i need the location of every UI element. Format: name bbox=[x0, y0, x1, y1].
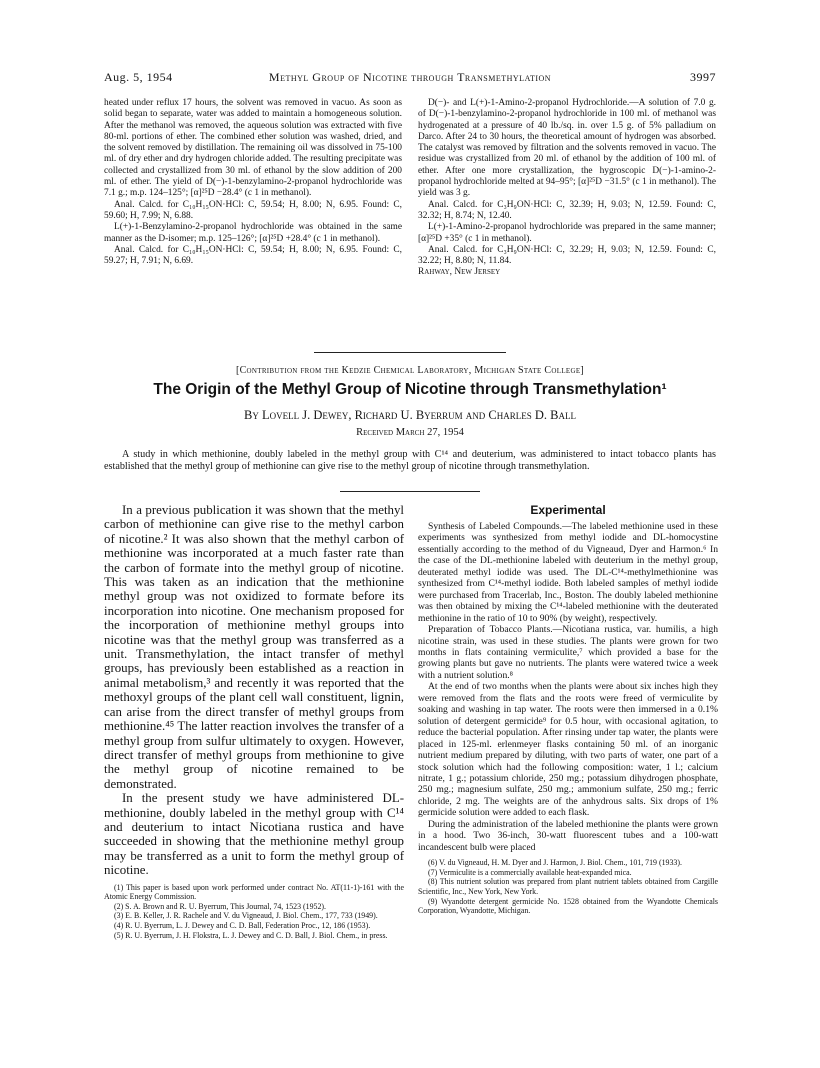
paragraph: L(+)-1-Benzylamino-2-propanol hydrochloride was obtained in the same manner as the D-isomer; m.p. 125–126°; [α]²⁵D +28.4° (c 1 in methanol). bbox=[104, 222, 402, 244]
analysis-paragraph: Anal. Calcd. for C₃H₉ON·HCl: C, 32.39; H, 9.03; N, 12.59. Found: C, 32.32; H, 8.74; N, 12.40. bbox=[418, 199, 716, 221]
analysis-paragraph: Anal. Calcd. for C₃H₉ON·HCl: C, 32.29; H, 9.03; N, 12.59. Found: C, 32.22; H, 8.80; N, 11.84. bbox=[418, 244, 716, 267]
article-title: The Origin of the Methyl Group of Nicotine through Transmethylation¹ bbox=[153, 381, 667, 398]
analysis-paragraph: Anal. Calcd. for C₁₀H₁₅ON·HCl: C, 59.54; H, 8.00; N, 6.95. Found: C, 59.27; H, 7.91; N, 6.69. bbox=[104, 244, 402, 267]
running-head bbox=[104, 70, 716, 90]
article-authors: By Lovell J. Dewey, Richard U. Byerrum and Charles D. Ball bbox=[243, 408, 576, 422]
experimental-paragraph: Preparation of Tobacco Plants.—Nicotiana rustica, var. humilis, a high nicotine strain, was used in these studies. The plants were grown for two months in flats containing vermiculite,⁷ which provided a base for the growing plants but gave no nutrients. The plants were watered twice a week with a nutrient solution.⁸ bbox=[418, 624, 718, 681]
contribution-line: [Contribution from the Kedzie Chemical Laboratory, Michigan State College] bbox=[235, 365, 585, 376]
abstract: A study in which methionine, doubly labeled in the methyl group with C¹⁴ and deuterium, was administered to intact tobacco plants has established that the methyl group of methionine can give rise to the methyl group of nicotine through transmethylation. bbox=[104, 449, 716, 472]
article-divider bbox=[314, 352, 506, 353]
analysis-paragraph: Anal. Calcd. for C₁₀H₁₅ON·HCl: C, 59.54; H, 8.00; N, 6.95. Found: C, 59.60; H, 7.99; N, 6.88. bbox=[104, 199, 402, 221]
header-title: Methyl Group of Nicotine through Transmethylation bbox=[268, 70, 552, 84]
experimental-paragraph: Synthesis of Labeled Compounds.—The labeled methionine used in these experiments was synthesized from methyl iodide and DL-homocystine essentially according to the method of du Vigneaud, Dyer and Harmon.⁶ In the case of the DL-methionine labeled with deuterium in the methyl group, deuterated methyl iodide was used. The DL-C¹⁴-methylmethionine was synthesized from C¹⁴-methyl iodide. Both labeled samples of methyl iodide were purchased from Tracerlab, Inc., Boston. The doubly labeled methionine was then obtained by mixing the C¹⁴-labeled methionine with the deuterated methionine in the ratio of 10 to 90% (by weight), respectively. bbox=[418, 521, 718, 624]
introduction-paragraph: In the present study we have administered DL-methionine, doubly labeled in the methyl group with C¹⁴ and deuterium to intact Nicotiana rustica and have succeeded in showing that the methionine methyl group may be transferred as a unit to form the methyl group of nicotine. bbox=[104, 791, 404, 878]
footnote: (2) S. A. Brown and R. U. Byerrum, This Journal, 74, 1523 (1952). bbox=[114, 901, 327, 911]
footnote: (6) V. du Vigneaud, H. M. Dyer and J. Harmon, J. Biol. Chem., 101, 719 (1933). bbox=[428, 858, 682, 868]
footnotes-left bbox=[104, 883, 404, 941]
footnote: (4) R. U. Byerrum, L. J. Dewey and C. D. Ball, Federation Proc., 12, 186 (1953). bbox=[114, 920, 371, 930]
footnote: (7) Vermiculite is a commercially available heat-expanded mica. bbox=[428, 867, 632, 877]
abstract-divider bbox=[340, 491, 480, 492]
experimental-paragraph: At the end of two months when the plants were about six inches high they were removed from the flats and the roots were freed of vermiculite by soaking and washing in tap water. The roots were then immersed in a 0.1% solution of detergent germicide⁹ for 0.5 hour, with occasional agitation, to reduce the bacterial population. After rinsing under tap water, the plants were placed in 125-ml. erlenmeyer flasks containing 50 ml. of an inorganic nutrient medium prepared by diluting, with two parts of water, one part of a stock solution which had the following composition: water, 1 l.; calcium nitrate, 1 g.; potassium chloride, 250 mg.; potassium dihydrogen phosphate, 250 mg.; magnesium sulfate, 250 mg.; ammonium sulfate, 250 mg.; ferric chloride, 2 mg. The weights are of the anhydrous salts. Six drops of 1% germicide solution were added to each flask. bbox=[418, 681, 718, 819]
previous-article-continuation-right bbox=[418, 98, 716, 279]
header-page-number: 3997 bbox=[690, 70, 716, 84]
footnote: (9) Wyandotte detergent germicide No. 1528 obtained from the Wyandotte Chemicals Corporation, Wyandotte, Michigan. bbox=[418, 896, 718, 916]
introduction-paragraph: In a previous publication it was shown that the methyl carbon of methionine can give rise to the methyl carbon of nicotine.² It was also shown that the methyl carbon of methionine was incorporated at a much faster rate than the carbon of formate into the methyl group of nicotine. This was taken as an indication that the methionine methyl group was not oxidized to formate before its incorporation into nicotine. One mechanism proposed for the incorporation of methionine methyl groups into nicotine was that the methyl group was transferred as a unit. Transmethylation, the intact transfer of methyl groups, has previously been established as a reaction in animal metabolism,³ and recently it was reported that the methoxyl groups of the plant cell wall constituent, lignin, can arise from the direct transfer of methyl groups from methionine.⁴⁵ The latter reaction involves the transfer of a methyl group from sulfur ultimately to oxygen. However, direct transfer of methyl groups from methionine to give the methyl group of nicotine remained to be demonstrated. bbox=[104, 503, 404, 791]
experimental-paragraph: During the administration of the labeled methionine the plants were grown in a hood. Two 36-inch, 30-watt fluorescent tubes and a 100-watt incandescent bulb were placed bbox=[418, 818, 718, 853]
footnote: (1) This paper is based upon work performed under contract No. AT(11-1)-161 with the Atomic Energy Commission. bbox=[104, 882, 404, 902]
paragraph: heated under reflux 17 hours, the solvent was removed in vacuo. As soon as solid began to separate, water was added to maintain a homogeneous solution. After the methanol was removed, the aqueous solution was extracted with five 80-ml. portions of ether. The combined ether solution was washed, dried, and the solvent removed by distillation. The remaining oil was dissolved in 75-100 ml. of dry ether and dry hydrogen chloride added. The resulting precipitate was collected and crystallized from 30 ml. of ethanol by the slow addition of 200 ml. of ether. The yield of D(−)-1-benzylamino-2-propanol hydrochloride was 7.1 g.; m.p. 124–125°; [α]²⁵D −28.4° (c 1 in methanol). bbox=[104, 98, 402, 199]
paragraph: L(+)-1-Amino-2-propanol hydrochloride was prepared in the same manner; [α]²⁵D +35° (c 1 in methanol). bbox=[418, 222, 716, 244]
footnote: (8) This nutrient solution was prepared from plant nutrient tablets obtained from Cargille Scientific, Inc., New York, New York. bbox=[418, 877, 718, 896]
section-paragraph: D(−)- and L(+)-1-Amino-2-propanol Hydrochloride.—A solution of 7.0 g. of D(−)-1-benzylamino-2-propanol hydrochloride in 100 ml. of methanol was hydrogenated at a pressure of 40 lb./sq. in. over 1.5 g. of 5% palladium on Darco. After 24 to 30 hours, the theoretical amount of hydrogen was absorbed. The catalyst was removed by filtration and the solvents removed in vacuo. The residue was crystallized from 20 ml. of ethanol by the addition of 100 ml. of ether. After one more crystallization, the hygroscopic D(−)-1-amino-2-propanol hydrochloride melted at 94–95°; [α]²⁵D −31.5° (c 1 in methanol). The yield was 3 g. bbox=[418, 98, 716, 199]
footnotes-right bbox=[418, 858, 718, 916]
body-column-left bbox=[104, 503, 404, 940]
received-date: Received March 27, 1954 bbox=[356, 427, 464, 438]
footnote: (3) E. B. Keller, J. R. Rachele and V. du Vigneaud, J. Biol. Chem., 177, 733 (1949). bbox=[114, 911, 378, 921]
header-date: Aug. 5, 1954 bbox=[104, 70, 173, 84]
body-column-right bbox=[418, 503, 718, 916]
footnote: (5) R. U. Byerrum, J. H. Flokstra, L. J. Dewey and C. D. Ball, J. Biol. Chem., in press. bbox=[114, 930, 388, 940]
previous-article-continuation-left bbox=[104, 98, 402, 267]
author-location: Rahway, New Jersey bbox=[418, 267, 501, 278]
experimental-heading: Experimental bbox=[530, 503, 606, 517]
